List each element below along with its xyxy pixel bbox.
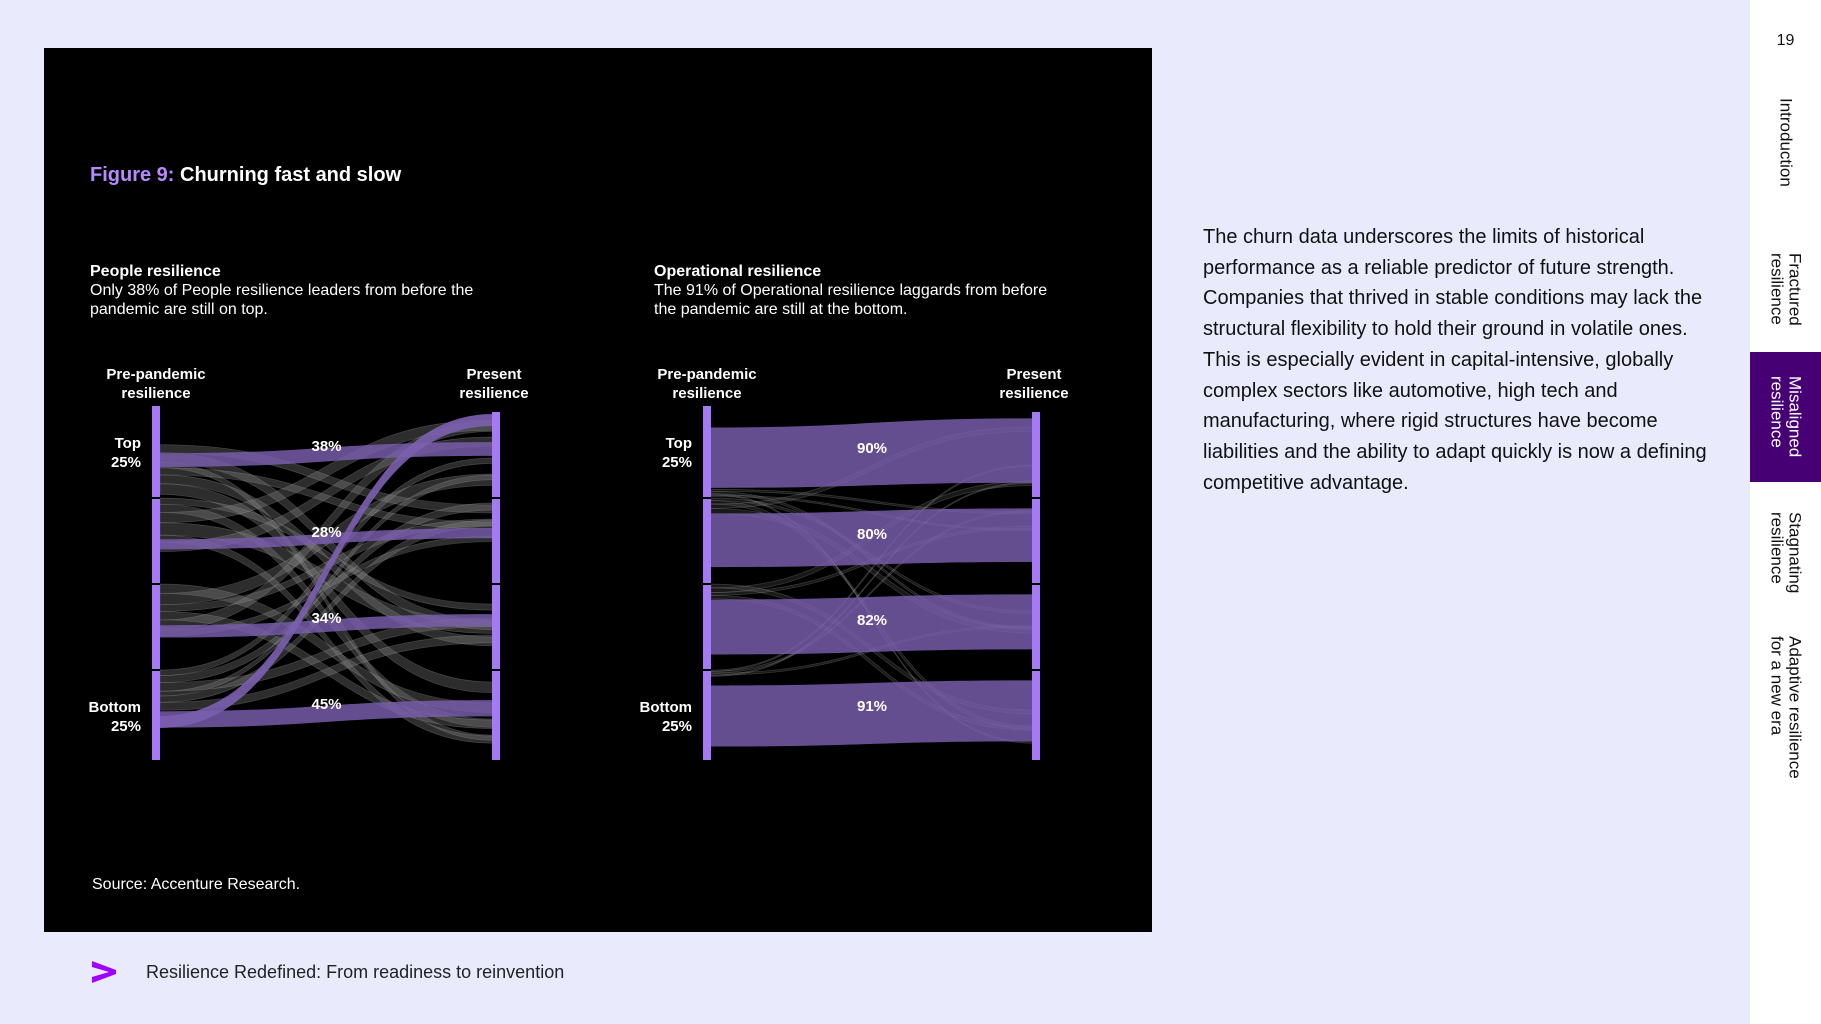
sidebar-item-label: Adaptive resilience for a new era xyxy=(1767,635,1805,779)
retention-label: 45% xyxy=(311,696,342,713)
right-axis-label: Present xyxy=(466,366,522,383)
people-panel-subtitle: Only 38% of People resilience leaders from before the pandemic are still on top. xyxy=(90,282,474,318)
retention-label: 91% xyxy=(856,698,888,715)
left-axis-label: resilience xyxy=(121,385,191,402)
top-group-label: 25% xyxy=(110,454,141,471)
retention-label: 82% xyxy=(856,612,888,629)
left-axis-label: Pre-pandemic xyxy=(657,366,757,383)
bottom-group-label: Bottom xyxy=(88,699,141,716)
right-axis-bar xyxy=(492,412,500,760)
right-axis-bar xyxy=(1032,412,1040,760)
sidebar-item-stagnating-resilience[interactable] xyxy=(1750,488,1821,618)
sidebar-item-label: Fractured resilience xyxy=(1767,252,1805,326)
top-group-label: 25% xyxy=(661,454,692,471)
operational-panel-subtitle: The 91% of Operational resilience laggards from before the pandemic are still at the bottom. xyxy=(654,282,1048,318)
bottom-group-label: 25% xyxy=(661,718,692,735)
page-number: 19 xyxy=(1776,32,1795,49)
retention-label: 34% xyxy=(311,610,342,627)
figure-source: Source: Accenture Research. xyxy=(92,876,301,893)
sidebar-item-label: Stagnating resilience xyxy=(1767,512,1805,594)
sidebar-item-introduction[interactable] xyxy=(1750,82,1821,202)
figure-number: Figure 9: xyxy=(90,164,175,186)
sidebar-item-fractured-resilience[interactable] xyxy=(1750,228,1821,350)
accenture-chevron-icon xyxy=(90,958,118,986)
bottom-group-label: 25% xyxy=(110,718,141,735)
right-axis-label: Present xyxy=(1006,366,1062,383)
section-sidebar xyxy=(1750,0,1821,1024)
left-axis-label: Pre-pandemic xyxy=(106,366,206,383)
retention-label: 28% xyxy=(311,524,342,541)
sidebar-item-label: Introduction xyxy=(1776,97,1796,187)
right-axis-label: resilience xyxy=(459,385,529,402)
retention-label: 80% xyxy=(856,526,888,543)
people-panel-title: People resilience xyxy=(90,263,221,280)
sankey-charts xyxy=(44,48,1152,932)
right-axis-label: resilience xyxy=(999,385,1069,402)
body-paragraph: The churn data underscores the limits of historical performance as a reliable predictor of future strength. Companies that thrived in stable conditions may lack the structural flexibility to hold their ground in volatile ones. This is especially evident in capital-intensive, globally complex sectors like automotive, high tech and manufacturing, where rigid structures have become liabilities and the ability to adapt quickly is now a defining competitive advantage. xyxy=(1203,226,1707,494)
retention-label: 90% xyxy=(856,440,888,457)
footer-document-title: Resilience Redefined: From readiness to reinvention xyxy=(146,962,565,982)
bottom-group-label: Bottom xyxy=(639,699,692,716)
sidebar-item-label: Misaligned resilience xyxy=(1767,376,1805,458)
top-group-label: Top xyxy=(114,435,141,452)
sidebar-item-adaptive-resilience[interactable] xyxy=(1750,622,1821,792)
sidebar-item-misaligned-resilience[interactable] xyxy=(1750,352,1821,482)
operational-panel-title: Operational resilience xyxy=(654,263,822,280)
top-group-label: Top xyxy=(665,435,692,452)
figure-title-text: Churning fast and slow xyxy=(180,164,402,186)
retention-label: 38% xyxy=(311,438,342,455)
left-axis-label: resilience xyxy=(672,385,742,402)
figure-panel xyxy=(44,48,1152,932)
